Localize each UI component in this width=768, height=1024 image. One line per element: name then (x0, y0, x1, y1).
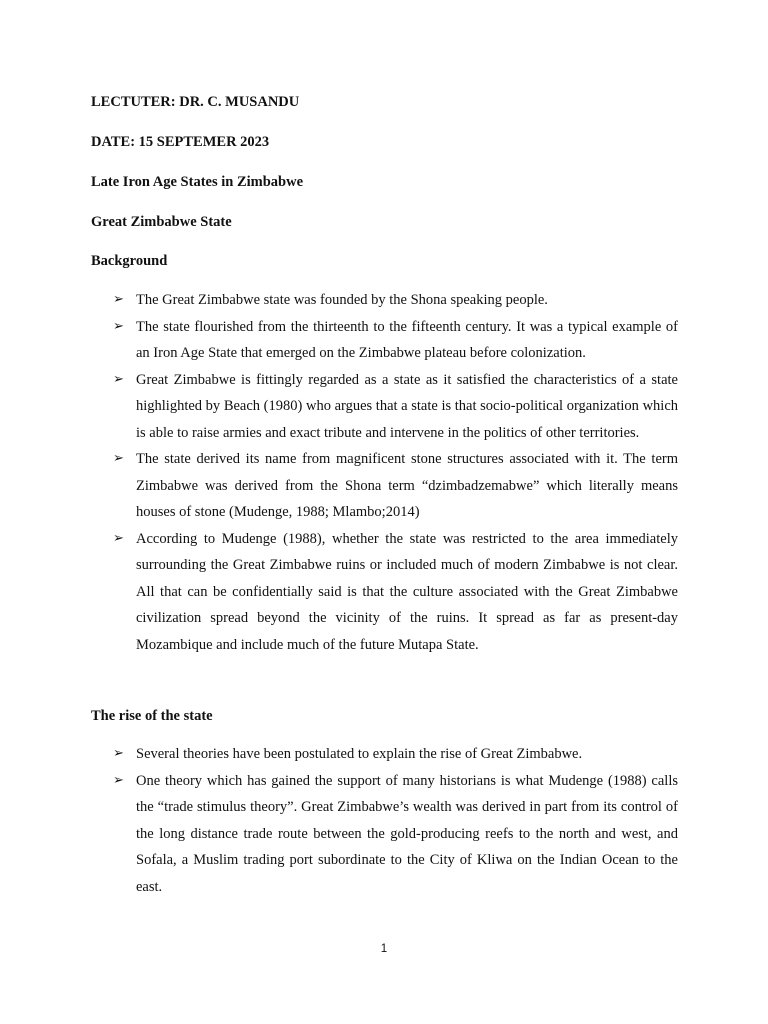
background-bullet-list (0, 287, 768, 658)
date-line: DATE: 15 SEPTEMER 2023 (91, 134, 270, 150)
document-title: Late Iron Age States in Zimbabwe (91, 174, 304, 190)
bullet-text: The state flourished from the thirteenth to the fifteenth century. It was a typical example of an Iron Age State that emerged on the Zimbabwe plateau before colonization. (136, 318, 678, 361)
list-item (0, 741, 768, 768)
rise-bullet-list (0, 741, 768, 900)
list-item (0, 768, 768, 901)
list-item (0, 446, 768, 526)
bullet-text: Several theories have been postulated to explain the rise of Great Zimbabwe. (136, 746, 583, 762)
bullet-text: One theory which has gained the support of many historians is what Mudenge (1988) calls the “trade stimulus theory”. Great Zimbabwe’s wealth was derived in part from its control of the long distance trade route between the gold-producing reefs to the north and west, and Sofala, a Muslim trading port subordinate to the City of Kliwa on the Indian Ocean to the east. (136, 772, 678, 895)
section-heading-background: Background (91, 253, 168, 269)
bullet-text: Great Zimbabwe is fittingly regarded as a state as it satisfied the characteristics of a state highlighted by Beach (1980) who argues that a state is that socio-political organization which is able to raise armies and exact tribute and intervene in the politics of other territories. (136, 371, 678, 441)
arrow-bullet-icon: ➢ (113, 451, 124, 466)
list-item (0, 314, 768, 367)
bullet-text: The state derived its name from magnificent stone structures associated with it. The term Zimbabwe was derived from the Shona term “dzimbadzemabwe” which literally means houses of stone (Mudenge, 1988; Mlambo;2014) (136, 451, 678, 520)
bullet-text: According to Mudenge (1988), whether the state was restricted to the area immediately surrounding the Great Zimbabwe ruins or included much of modern Zimbabwe is not clear. All that can be confidentially said is that the culture associated with the Great Zimbabwe civilization spread beyond the vicinity of the ruins. It spread as far as present-day Mozambique and include much of the future Mutapa State. (136, 530, 678, 653)
arrow-bullet-icon: ➢ (113, 318, 124, 334)
lecturer-line: LECTUTER: DR. C. MUSANDU (91, 94, 300, 110)
list-item (0, 367, 768, 447)
section-heading-rise-of-state: The rise of the state (91, 708, 213, 724)
arrow-bullet-icon: ➢ (113, 530, 124, 546)
arrow-bullet-icon: ➢ (113, 746, 124, 761)
arrow-bullet-icon: ➢ (113, 292, 124, 307)
list-item (0, 526, 768, 659)
bullet-text: The Great Zimbabwe state was founded by the Shona speaking people. (136, 292, 548, 308)
document-subtitle: Great Zimbabwe State (91, 214, 232, 230)
arrow-bullet-icon: ➢ (113, 772, 124, 788)
list-item (0, 287, 768, 314)
arrow-bullet-icon: ➢ (113, 371, 124, 387)
page-number: 1 (380, 943, 388, 955)
